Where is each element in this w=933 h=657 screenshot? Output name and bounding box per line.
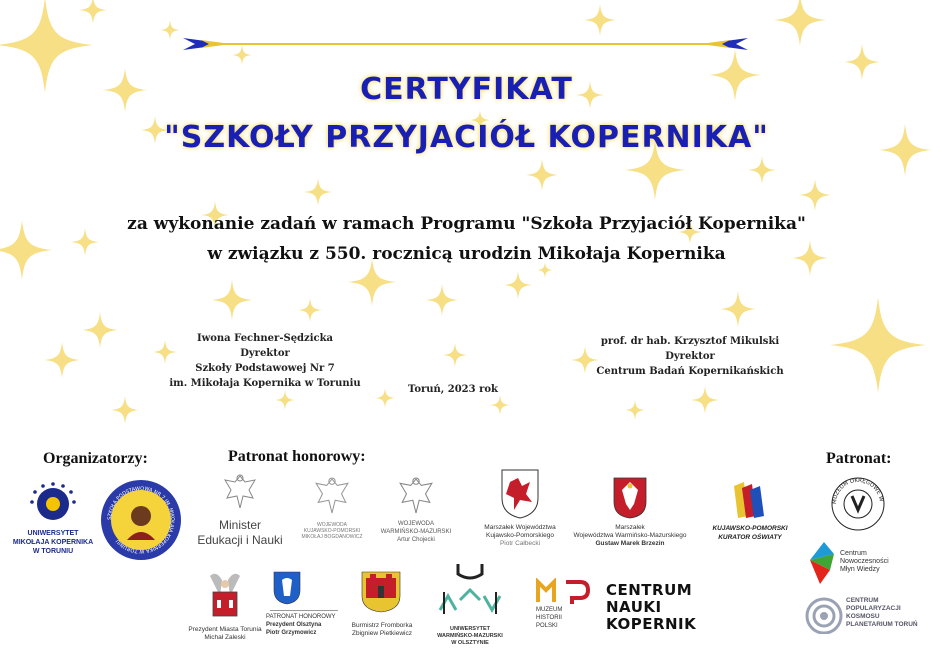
uwm-line: WARMIŃSKO-MAZURSKI bbox=[437, 633, 503, 639]
signature-role: Dyrektor bbox=[240, 348, 290, 359]
kurator-line: KUJAWSKO-POMORSKI bbox=[712, 525, 788, 532]
marszalek-wm-line: Województwa Warmińsko-Mazurskiego bbox=[573, 532, 687, 539]
signature-role: Dyrektor bbox=[665, 351, 715, 362]
centrum-nowoczesnosci-logo bbox=[804, 540, 924, 586]
star-icon bbox=[82, 312, 118, 348]
mhp-mark-icon bbox=[536, 578, 600, 604]
star-icon bbox=[830, 297, 926, 393]
certificate-reason: za wykonanie zadań w ramach Programu "Szkoła Przyjaciół Kopernika" bbox=[127, 214, 806, 234]
marszalek-kp-line: Marszałek Województwa bbox=[484, 524, 556, 531]
star-icon bbox=[748, 156, 776, 184]
kurator-logo bbox=[700, 480, 800, 546]
uwm-logo bbox=[428, 560, 512, 654]
copernicus-portrait-icon bbox=[131, 506, 151, 526]
star-icon bbox=[426, 284, 458, 316]
decorative-ribbon bbox=[183, 38, 748, 50]
signature-org: Centrum Badań Kopernikańskich bbox=[596, 366, 784, 377]
coat-of-arms-icon bbox=[612, 476, 648, 520]
certificate-program-name: "SZKOŁY PRZYJACIÓŁ KOPERNIKA" bbox=[164, 120, 769, 155]
place-date: Toruń, 2023 rok bbox=[408, 384, 498, 395]
marszalek-wm-line: Marszałek bbox=[615, 524, 645, 531]
marszalek-kp-logo bbox=[472, 468, 568, 560]
cnk-line: NAUKI bbox=[606, 598, 662, 616]
torun-line: Prezydent Miasta Torunia bbox=[188, 626, 262, 633]
frombork-crest-icon bbox=[360, 570, 402, 614]
uwm-emblem-icon bbox=[436, 560, 504, 616]
star-icon bbox=[504, 271, 532, 299]
marszalek-wm-name: Gustaw Marek Brzezin bbox=[595, 540, 665, 547]
divider bbox=[270, 610, 338, 611]
star-icon bbox=[691, 386, 719, 414]
patronage-heading: Patronat: bbox=[826, 450, 892, 467]
planetarium-line: CENTRUM bbox=[846, 597, 879, 604]
museum-seal-icon bbox=[818, 476, 898, 532]
minister-ministry: Edukacji i Nauki bbox=[197, 533, 283, 547]
centrum-nauki-kopernik-logo bbox=[606, 582, 716, 638]
planetarium-logo bbox=[804, 594, 930, 638]
star-icon bbox=[348, 258, 396, 306]
uwm-line: W OLSZTYNIE bbox=[451, 640, 489, 646]
mhp-line: POLSKI bbox=[536, 623, 558, 629]
muzeum-okregowe-text: MUZEUM OKRĘGOWE W bbox=[831, 477, 884, 505]
wojewoda-wm-line: Artur Chojecki bbox=[397, 537, 435, 543]
wojewoda-wm-line: WOJEWODA bbox=[398, 521, 434, 527]
star-icon bbox=[160, 20, 180, 40]
star-icon bbox=[537, 262, 553, 278]
signature-name: prof. dr hab. Krzysztof Mikulski bbox=[600, 336, 780, 347]
wojewoda-kp-line: WOJEWODA bbox=[317, 522, 347, 528]
star-icon bbox=[526, 159, 558, 191]
star-icon bbox=[720, 291, 756, 327]
uwm-line: UNIWERSYTET bbox=[449, 626, 491, 632]
star-icon bbox=[799, 179, 831, 211]
planetarium-line: KOSMOSU bbox=[846, 613, 880, 620]
star-icon bbox=[625, 400, 645, 420]
wojewoda-wm-logo bbox=[374, 474, 458, 550]
frombork-line: Burmistrz Fromborka bbox=[351, 622, 413, 629]
umk-logo bbox=[8, 482, 98, 560]
olsztyn-line: PATRONAT HONOROWY bbox=[266, 614, 336, 620]
marszalek-kp-line: Kujawsko-Pomorskiego bbox=[486, 532, 554, 539]
umk-name-line: UNIWERSYTET bbox=[27, 530, 79, 537]
signature-org: Szkoły Podstawowej Nr 7 bbox=[195, 363, 335, 374]
muzeum-okregowe-logo bbox=[818, 476, 898, 532]
umk-emblem-icon bbox=[8, 482, 98, 528]
kurator-line: KURATOR OŚWIATY bbox=[718, 534, 782, 541]
nowoczesnosci-line: Młyn Wiedzy bbox=[840, 566, 880, 573]
marszalek-kp-name: Piotr Całbecki bbox=[499, 540, 541, 547]
minister-logo bbox=[195, 472, 285, 552]
planetarium-dome-icon bbox=[804, 596, 844, 634]
signature-right bbox=[575, 334, 805, 379]
star-icon bbox=[298, 298, 322, 322]
wojewoda-kp-line: KUJAWSKO-POMORSKI bbox=[303, 528, 361, 534]
mhp-line: MUZEUM bbox=[536, 607, 563, 613]
marszalek-wm-logo bbox=[560, 476, 700, 556]
minister-title: Minister bbox=[218, 518, 261, 532]
wojewoda-kp-logo bbox=[292, 474, 372, 550]
torun-line: Michał Zaleski bbox=[204, 634, 246, 641]
frombork-logo bbox=[342, 570, 422, 646]
star-icon bbox=[490, 395, 510, 415]
signature-name: Iwona Fechner-Sędzicka bbox=[196, 333, 334, 344]
muzeum-historii-logo bbox=[536, 578, 600, 638]
nowoczesnosci-line: Nowoczesności bbox=[840, 558, 889, 565]
planetarium-line: PLANETARIUM TORUŃ bbox=[846, 621, 918, 628]
star-icon bbox=[79, 0, 107, 24]
coat-of-arms-icon bbox=[500, 468, 540, 520]
umk-name-line: MIKOŁAJA KOPERNIKA bbox=[12, 539, 94, 546]
organizers-heading: Organizatorzy: bbox=[43, 450, 148, 467]
olsztyn-line: Piotr Grzymowicz bbox=[266, 630, 317, 636]
star-icon bbox=[584, 4, 616, 36]
torun-logo bbox=[180, 570, 270, 646]
olsztyn-line: Prezydent Olsztyna bbox=[266, 622, 322, 628]
wojewoda-wm-line: WARMIŃSKO-MAZURSKI bbox=[380, 529, 452, 535]
star-icon bbox=[212, 280, 252, 320]
signature-org-detail: im. Mikołaja Kopernika w Toruniu bbox=[169, 378, 361, 389]
nowoczesnosci-line: Centrum bbox=[840, 550, 867, 557]
star-icon bbox=[111, 396, 139, 424]
eagle-icon bbox=[398, 474, 434, 518]
olsztyn-crest-icon bbox=[272, 570, 302, 606]
honorary-patronage-heading: Patronat honorowy: bbox=[228, 448, 366, 465]
star-icon bbox=[304, 178, 332, 206]
star-icon bbox=[443, 343, 467, 367]
torun-angel-icon bbox=[202, 570, 248, 622]
certificate-title: CERTYFIKAT bbox=[360, 72, 573, 107]
school-logo bbox=[99, 478, 183, 562]
wojewoda-kp-line: MIKOŁAJ BOGDANOWICZ bbox=[301, 534, 363, 540]
star-icon bbox=[44, 342, 80, 378]
certificate-occasion: w związku z 550. rocznicą urodzin Mikołaja Kopernika bbox=[207, 244, 726, 264]
eagle-icon bbox=[223, 472, 257, 512]
mhp-line: HISTORII bbox=[536, 615, 562, 621]
signature-left bbox=[150, 331, 380, 391]
umk-name-line: W TORUNIU bbox=[32, 548, 74, 555]
school-ring-text: SZKOŁA PODSTAWOWA NR 7 IM. MIKOŁAJA KOPERNIKA W TORUNIU bbox=[106, 485, 176, 555]
eagle-icon bbox=[314, 474, 350, 518]
cnk-line: CENTRUM bbox=[606, 581, 693, 599]
mlyn-wiedzy-icon bbox=[804, 540, 838, 586]
cnk-line: KOPERNIK bbox=[606, 615, 697, 633]
olsztyn-logo bbox=[266, 570, 342, 646]
star-icon bbox=[275, 390, 295, 410]
star-icon bbox=[774, 0, 826, 46]
frombork-line: Zbigniew Pietkiewicz bbox=[352, 630, 412, 637]
planetarium-line: POPULARYZACJI bbox=[846, 605, 901, 612]
books-icon bbox=[728, 480, 772, 520]
